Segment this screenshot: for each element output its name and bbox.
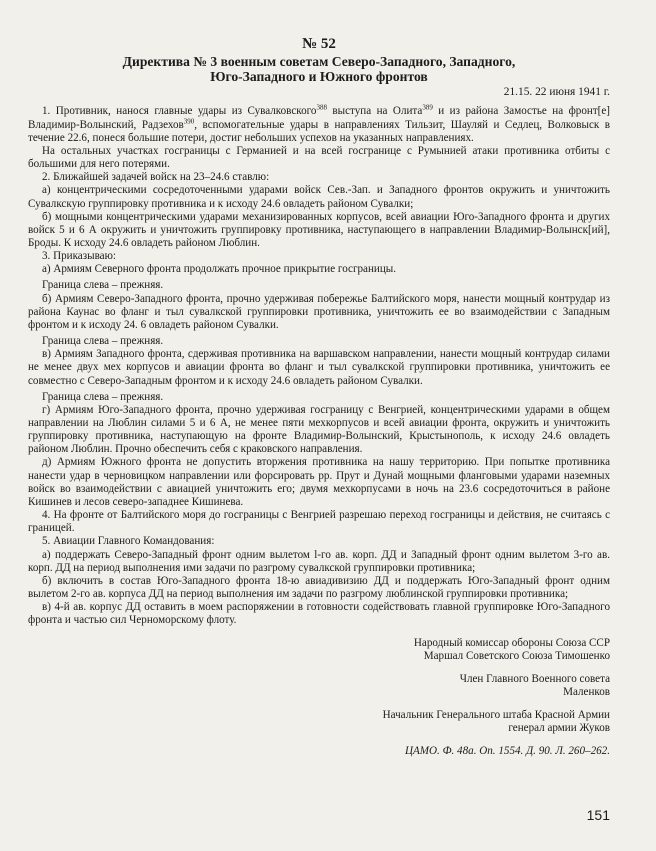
- document-body: [28, 105, 610, 627]
- paragraph: б) Армиям Северо-Западного фронта, прочно удерживая побережье Балтийского моря, нанести мощный контрудар из района Каунас во фланг и тыл сувалкской группировки противника, уничтожить ее во взаимодействии с Западным фронтом и к исходу 24. 6 овладеть районом Сувалки.: [28, 292, 610, 331]
- paragraph: Граница слева – прежняя.: [42, 279, 164, 292]
- paragraph: 3. Приказываю:: [42, 250, 116, 263]
- paragraph: На остальных участках госграницы с Германией и на всей госгранице с Румынией атаки противника отбиты с большими для него потерями.: [28, 144, 610, 171]
- paragraph: б) включить в состав Юго-Западного фронта 18-ю авиадивизию ДД и поддержать Юго-Западный фронт одним вылетом 2-го ав. корпуса ДД на период выполнения им задачи по разгрому люблинской группировки противника;: [28, 574, 610, 601]
- paragraph: д) Армиям Южного фронта не допустить вторжения противника на нашу территорию. При попытке противника нанести удар в черновицком направлении или форсировать рр. Прут и Дунай мощными фланговыми ударами наземных войск во взаимодействии с авиацией уничтожить его; двумя мехкорпусами в ночь на 23.6 сосредоточиться в районе Кишинев и лесов северо-западнее Кишинева.: [28, 456, 610, 508]
- title-line: Директива № 3 военным советам Северо-Западного, Западного,: [122, 54, 516, 69]
- signature-block: [28, 673, 610, 700]
- paragraph: а) поддержать Северо-Западный фронт одним вылетом l-го ав. корп. ДД и Западный фронт одним вылетом 3-го ав. корп. ДД на период выполнения ими задачи по разгрому сувалкской группировки противника;: [28, 548, 610, 574]
- paragraph: б) мощными концентрическими ударами механизированных корпусов, всей авиации Юго-Западного фронта и других войск 5 и 6 А окружить и уничтожить группировку противника, наступающего в направлении Владимир-Волынск[ий], Броды. К исходу 24.6 овладеть районом Люблин.: [28, 210, 610, 249]
- paragraph: а) Армиям Северного фронта продолжать прочное прикрытие госграницы.: [42, 263, 397, 276]
- signature-position: Член Главного Военного совета: [459, 672, 610, 685]
- paragraph: Граница слева – прежняя.: [42, 390, 164, 403]
- document-date: 21.15. 22 июня 1941 г.: [503, 86, 610, 99]
- footnote-ref: 390: [183, 116, 195, 125]
- paragraph: 4. На фронте от Балтийского моря до госграницы с Венгрией разрешаю переход госграницы и действия, не считаясь с границей.: [28, 509, 610, 535]
- paragraph: г) Армиям Юго-Западного фронта, прочно удерживая госграницу с Венгрией, концентрическими ударами в общем направлении на Люблин силами 5 и 6 А, не менее пяти мехкорпусов и всей авиации фронта, окружить и уничтожить группировку противника, наступающую на фронте Владимир-Волынский, Крыстынополь, к исходу 24.6 овладеть районом Люблин. Прочно обеспечить себя с краковского направления.: [28, 403, 610, 456]
- paragraph: 2. Ближайшей задачей войск на 23–24.6 ставлю:: [42, 171, 270, 184]
- paragraph: в) Армиям Западного фронта, сдерживая противника на варшавском направлении, нанести мощный контрудар силами не менее двух мех корпусов и авиации фронта во фланг и тыл сувалкской группировки противника, уничтожить ее совместно с Северо-Западным фронтом и к исходу 24.6 овладеть районом Сувалки.: [28, 348, 610, 387]
- footnote-ref: 388: [316, 103, 327, 112]
- archive-source: ЦАМО. Ф. 48а. Оп. 1554. Д. 90. Л. 260–262.: [405, 744, 610, 757]
- paragraph: а) концентрическими сосредоточенными ударами войск Сев.-Зап. и Западного фронтов окружить и уничтожить Сувалкскую группировку противника и к исходу 24.6 овладеть районом Сувалки;: [28, 184, 610, 210]
- footnote-ref: 389: [422, 103, 433, 112]
- signature-name: Маршал Советского Союза Тимошенко: [423, 650, 610, 662]
- signature-section: [28, 637, 610, 736]
- title-line: Юго-Западного и Южного фронтов: [210, 69, 428, 85]
- signature-name: Маленков: [563, 686, 610, 698]
- paragraph: 5. Авиации Главного Командования:: [42, 535, 215, 548]
- paragraph: 1. Противник, нанося главные удары из Сувалковского$^{388}$ выступа на Олита$^{389}$ и из района Замостье на фронт[е] Владимир-Волынский, Радзехов$^{390}$, вспомогательные удары в направлениях Тильзит, Шауляй и Седлец, Волковыск в течение 22.6, понеся большие потери, достиг небольших успехов на указанных направлениях.: [28, 103, 610, 144]
- document-title: [28, 54, 610, 84]
- signature-position: Начальник Генерального штаба Красной Армии: [382, 708, 610, 721]
- signature-position: Народный комиссар обороны Союза ССР: [413, 636, 610, 649]
- paragraph: Граница слева – прежняя.: [42, 335, 164, 348]
- page-number: 151: [586, 807, 610, 823]
- signature-block: [28, 637, 610, 664]
- document-number: № 52: [302, 36, 336, 52]
- signature-block: [28, 709, 610, 736]
- signature-name: генерал армии Жуков: [508, 722, 610, 734]
- paragraph: в) 4-й ав. корпус ДД оставить в моем распоряжении в готовности содействовать главной группировке Юго-Западного фронта и частью сил Черноморскому флоту.: [28, 601, 610, 627]
